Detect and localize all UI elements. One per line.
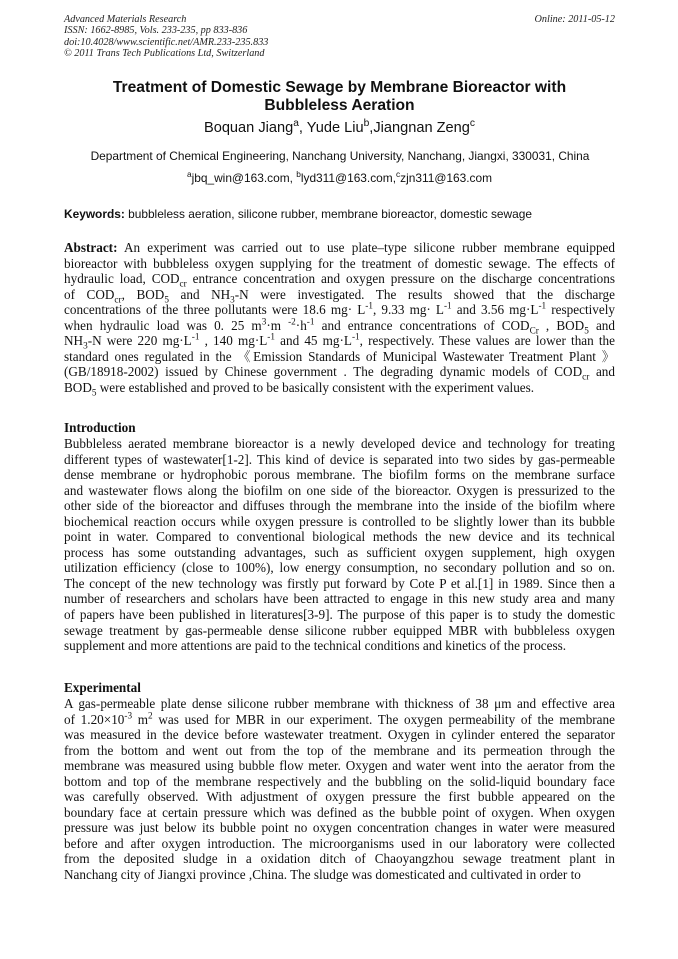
text-line: when hydraulic load was 0. 25 $m^3\cdot m$ $^{-2}\cdot h^{-1}$ and entrance concentrations of $COD_{Cr}$ , $BOD_5$ and (64, 316, 615, 336)
text-line: The concept of the new technology was firstly put forward by Cote P et al.[1] in 1989. Since then a (64, 575, 615, 591)
author-separator: , (369, 120, 374, 136)
abstract (64, 240, 616, 398)
text-line: membrane was measured using bubble flow meter. Oxygen and water went into the aerator from the (64, 758, 615, 774)
email-address: zjn311@163.com (400, 171, 493, 185)
text-line: process has some outstanding advantages, such as sufficient oxygen supplement, high oxygen (64, 544, 615, 560)
text-line: standard ones regulated in the 《Emission Standards of Municipal Wastewater Treatment Plant 》 (64, 348, 615, 364)
text-line: boundary face at certain pressure which was defined as the bubble point of oxygen. When oxygen (64, 804, 615, 820)
email-mark: a (186, 169, 192, 180)
doi-line: doi:10.4028/www.scientific.net/AMR.233-235.833 (64, 36, 269, 48)
section-experimental (64, 696, 615, 883)
online-date: Online: 2011-05-12 (534, 14, 615, 25)
email-mark: b (296, 169, 301, 180)
author-name: Jiangnan Zeng (373, 120, 470, 136)
text-line: Nanchang city of Jiangxi province ,China. The sludge was domesticated and cultivated in order to (64, 867, 581, 883)
text-line: utilization efficiency (close to 100%), low energy consumption, no secondary pollution and so on. (64, 560, 615, 576)
text-line: sewage treatment by gas-permeable dense silicone rubber equipped MBR with bubbleless oxygen (64, 622, 615, 638)
text-line: of $COD_{cr}$, $BOD_5$ and $NH_3-N$ were investigated. The results showed that the discharge (64, 286, 616, 305)
text-line: from the bottom and went out from the top of the membrane and its permeation through the (64, 742, 615, 758)
text-line: concentrations of the three pollutants were 18.6 $mg\cdot L^{-1}$, 9.33 $mg\cdot L^{-1}$ and 3.56 $mg\cdot L^{-1}$ respectively (64, 300, 615, 318)
text-line (64, 240, 615, 256)
keywords-text: bubbleless aeration, silicone rubber, membrane bioreactor, domestic sewage (124, 207, 532, 221)
text-line: from the deposited sludge in a oxidation ditch of Chaoyangzhou sewage treatment plant in (64, 851, 615, 867)
text-line: and wastewater flows along the biofilm on one side of the bioreactor. Oxygen is pressurized to the (64, 482, 615, 498)
author-affil-mark: c (469, 118, 476, 130)
author-name: Yude Liu (306, 120, 364, 136)
affiliation: Department of Chemical Engineering, Nanchang University, Nanchang, Jiangxi, 330031, China (90, 149, 590, 163)
section-heading-introduction: Introduction (64, 420, 136, 435)
text-line: other side of the bioreactor and diffuses through the membrane into the inside of the biofilm where (64, 498, 615, 514)
author-affil-mark: a (293, 118, 299, 130)
title-line-2: Bubbleless Aeration (264, 96, 415, 114)
issn-line: ISSN: 1662-8985, Vols. 233-235, pp 833-836 (64, 25, 248, 37)
author-list (64, 119, 615, 137)
text-line: (GB/18918-2002) issued by Chinese government . The degrading dynamic models of $COD_{cr}$ and (64, 364, 615, 383)
text-line: biochemical reaction occurs while oxygen pressure is controlled to be slightly lower than its bubble (64, 513, 615, 529)
text-line: was measured in the device before wastewater treatment. Oxygen in cylinder entered the separator (64, 727, 615, 743)
email-mark: c (396, 169, 401, 180)
text-line: of $1.20\times 10^{-3}$ $m^2$ was used for MBR in our experiment. The oxygen permeability of the membrane (64, 710, 615, 727)
author-emails (64, 171, 615, 185)
author-separator: , (298, 120, 307, 136)
text-line: dense membrane or hydrophobic porous membrane. The biofilm forms on the membrane surface (64, 467, 615, 483)
title-line-1: Treatment of Domestic Sewage by Membrane Bioreactor with (112, 79, 567, 96)
copyright-line: © 2011 Trans Tech Publications Ltd, Switzerland (64, 48, 265, 60)
text-line: different types of wastewater[1-2]. This kind of device is separated into two sides by gas-permeable (64, 451, 615, 467)
text-line: bioreactor with bubbleless oxygen supplying for the treatment of domestic sewage. The effects of (64, 255, 615, 271)
text-line: supplement and more attentions are paid to the technical conditions and kinetics of the process. (64, 638, 567, 654)
text-line: number of researchers and scholars have been attracted to engage in this new study area and many (64, 591, 615, 607)
text-line: of papers have been published in literatures[3-9]. The purpose of this paper is to study the domestic (64, 607, 615, 623)
text-line: Bubbleless aerated membrane bioreactor is a newly developed device and technology for treating (64, 436, 615, 451)
email-address: lyd311@163.com, (300, 171, 396, 185)
email-address: jbq_win@163.com, (191, 171, 297, 185)
text-line: hydraulic load, $COD_{cr}$ entrance concentration and oxygen pressure on the discharge concentrations (64, 271, 615, 289)
section-heading-experimental: Experimental (64, 680, 141, 695)
abstract-text: An experiment was carried out to use plate–type silicone rubber membrane equipped (117, 240, 615, 255)
keywords-label: Keywords: (64, 207, 125, 221)
text-line: A gas-permeable plate dense silicone rubber membrane with thickness of 38 μm and effective area (64, 696, 615, 711)
text-line: was carefully observed. With adjustment of oxygen pressure the first bubble appeared on the (64, 789, 615, 805)
section-introduction (64, 436, 615, 654)
author-affil-mark: b (363, 118, 370, 130)
text-line: $BOD_5$ were established and proved to be basically consistent with the experiment values. (64, 379, 535, 398)
journal-header (64, 14, 615, 60)
journal-name: Advanced Materials Research (64, 14, 187, 25)
author-name: Boquan Jiang (203, 120, 294, 136)
text-line: pressure was just below its bubble point no oxygen concentration changes in water were measured (64, 820, 615, 836)
text-line: $NH_3-N$ were 220 $mg\cdot L^{-1}$ , 140 $mg\cdot L^{-1}$ and 45 $mg\cdot L^{-1}$, respectively. These values are lower than the (64, 331, 615, 351)
text-line: point in water. Compared to conventional biological methods the new device and its technical (64, 529, 615, 545)
abstract-label: Abstract: (64, 240, 118, 255)
paper-title (64, 79, 615, 114)
text-line: before and after oxygen introduction. The microorganisms used in our laboratory were collected (64, 835, 615, 851)
keywords (64, 207, 624, 221)
text-line: bottom and top of the membrane respectively and the bubbling on the solid-liquid boundary face (64, 773, 615, 789)
